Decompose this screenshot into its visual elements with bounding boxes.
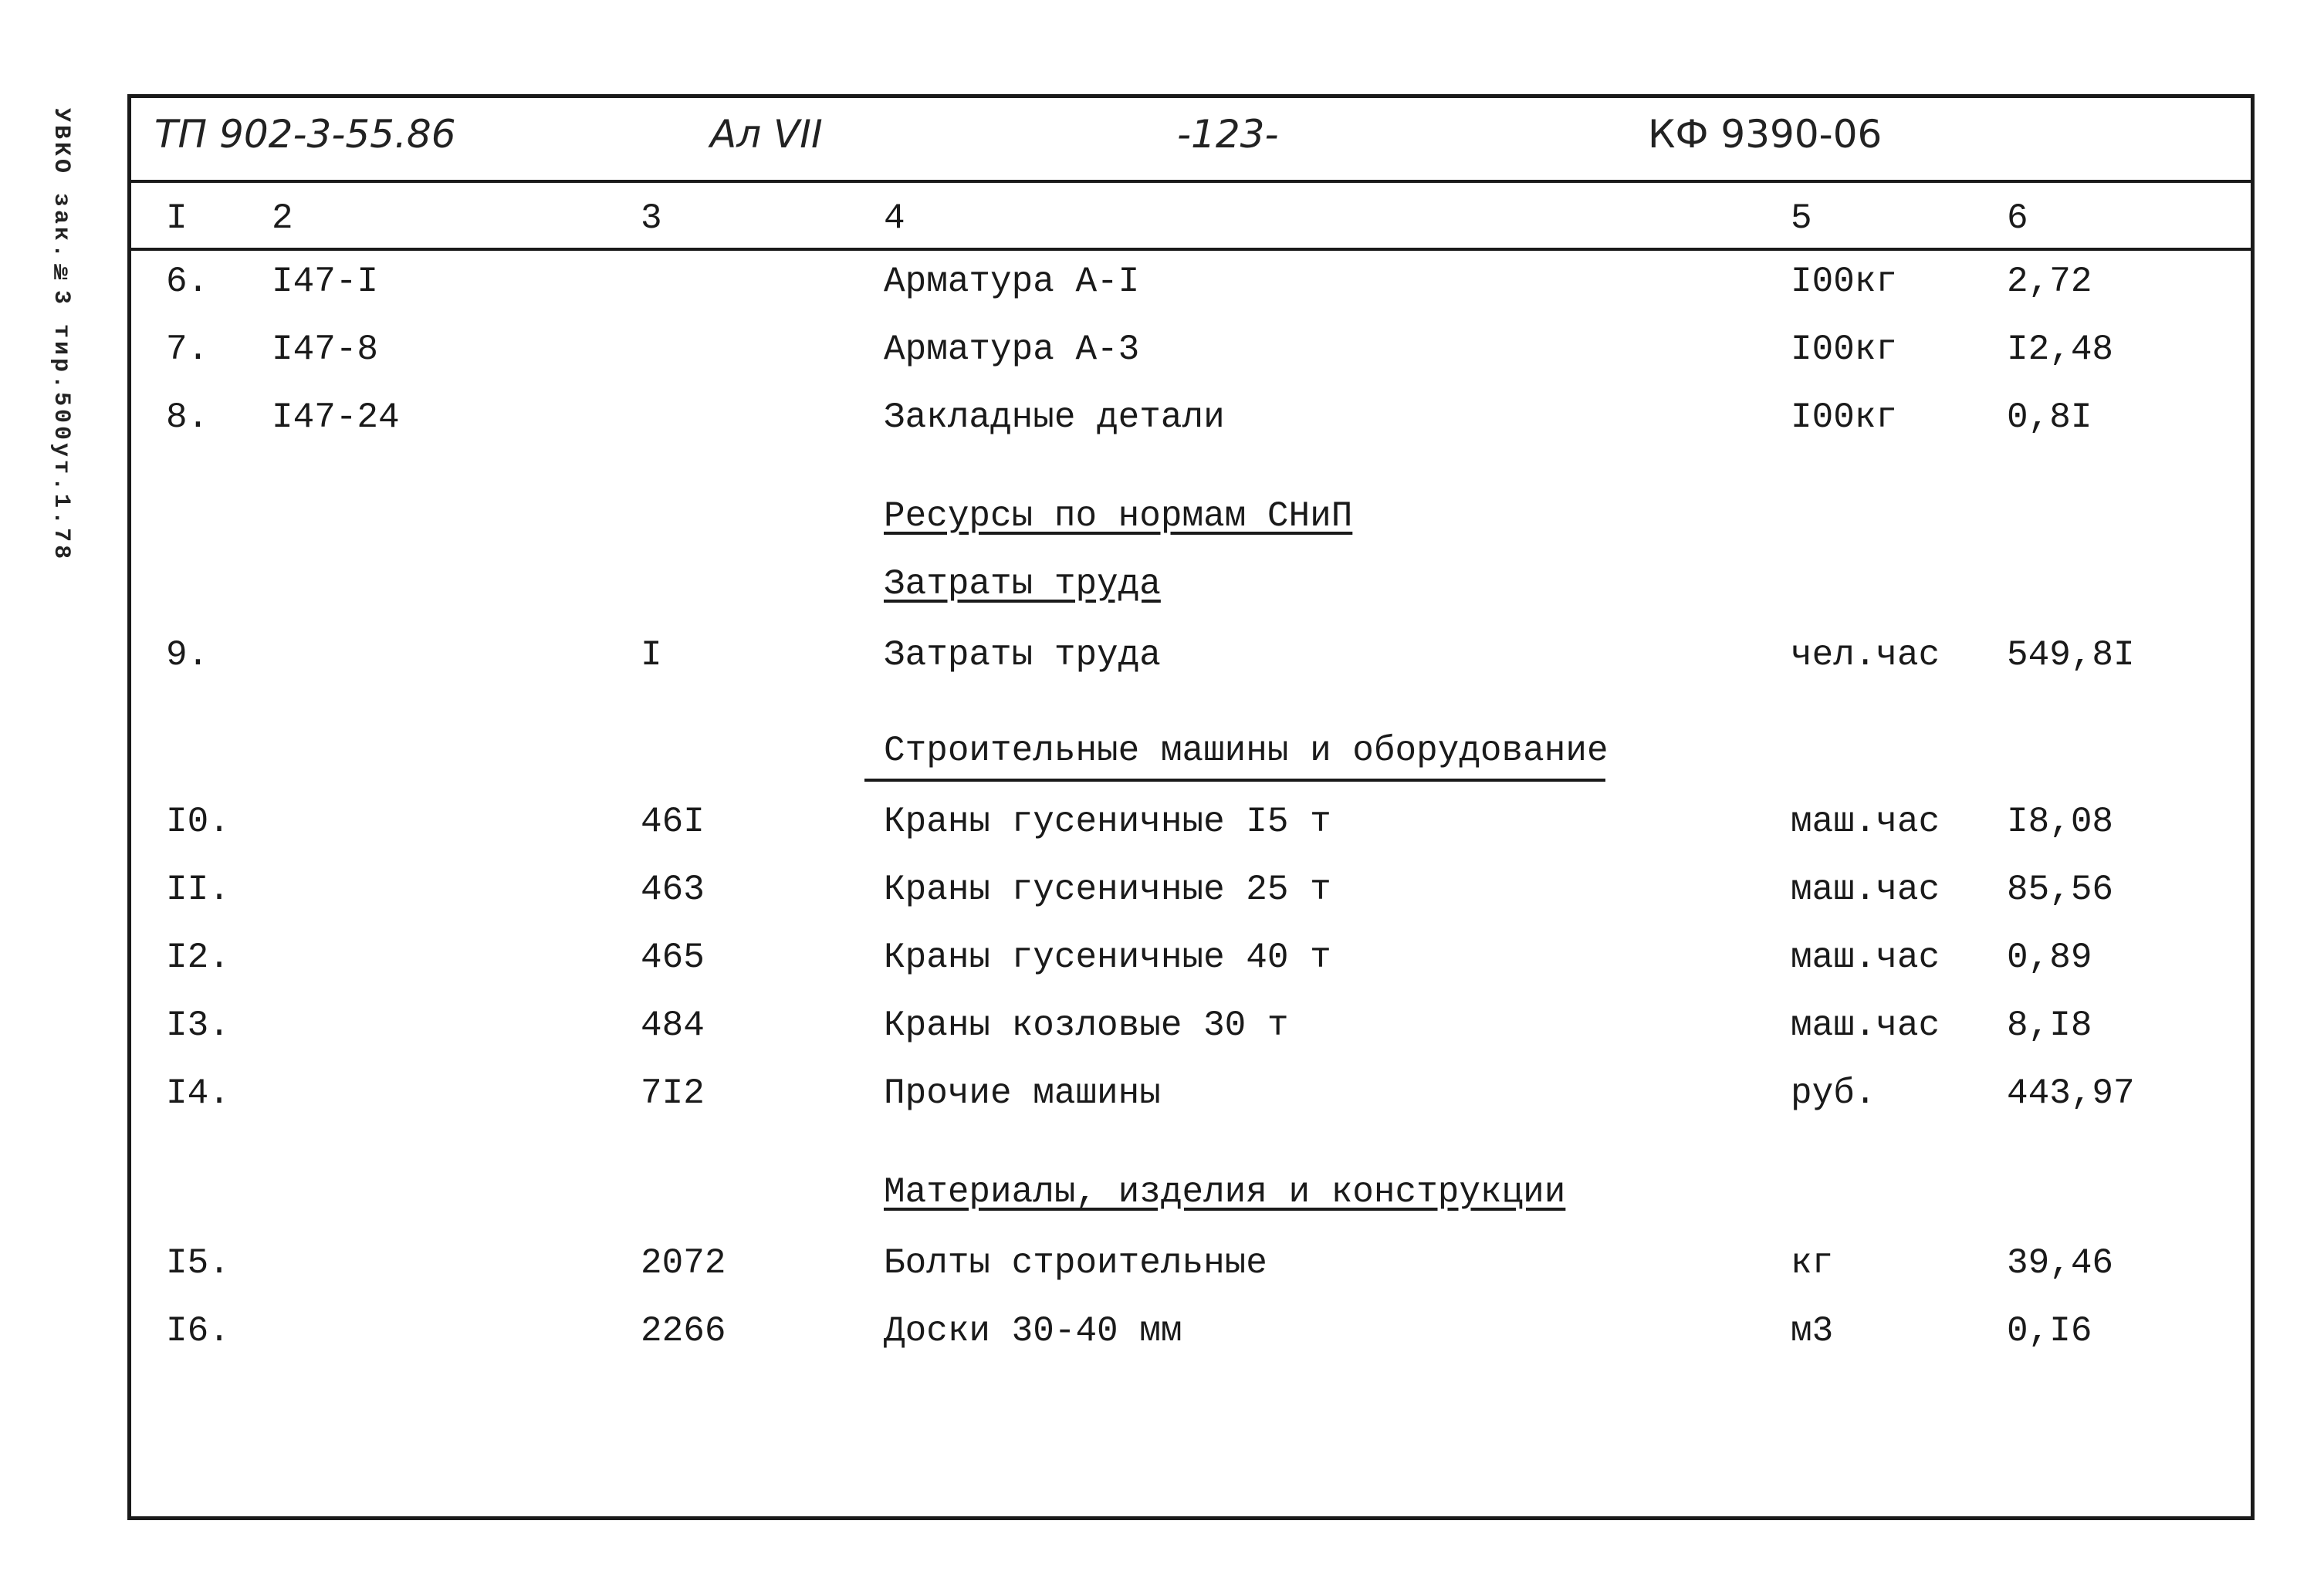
table-row (131, 995, 2251, 1063)
section-heading-machines: Строительные машины и оборудование (884, 731, 1609, 771)
title-block (131, 98, 2251, 183)
item-unit: I00кг (1791, 262, 1898, 302)
column-header: 6 (2007, 198, 2028, 238)
item-unit: I00кг (1791, 397, 1898, 438)
resource-code: I (641, 635, 662, 675)
norm-code: I47-I (272, 262, 379, 302)
table-row (131, 624, 2251, 692)
item-name: Доски 30-40 мм (884, 1311, 1182, 1351)
row-number: 6. (166, 262, 209, 302)
item-value: I2,48 (2007, 329, 2114, 370)
row-number: I3. (166, 1005, 230, 1046)
item-value: 0,89 (2007, 938, 2092, 978)
item-name: Затраты труда (884, 635, 1161, 675)
item-name: Арматура А-I (884, 262, 1140, 302)
document-frame (127, 94, 2255, 1520)
item-unit: чел.час (1791, 635, 1940, 675)
resource-code: 463 (641, 870, 705, 910)
reference-code: КФ 9390-06 (1648, 112, 1883, 157)
item-name: Болты строительные (884, 1243, 1267, 1283)
row-number: II. (166, 870, 230, 910)
item-name: Краны гусеничные 25 т (884, 870, 1331, 910)
resource-code: 46I (641, 802, 705, 842)
item-value: 0,I6 (2007, 1311, 2092, 1351)
row-number: I2. (166, 938, 230, 978)
column-header-row (131, 183, 2251, 251)
item-unit: маш.час (1791, 870, 1940, 910)
section-heading-materials: Материалы, изделия и конструкции (884, 1172, 1566, 1212)
item-name: Закладные детали (884, 397, 1225, 438)
side-print-stamp: УВКО зак.№3 тир.500ут.1.78 (48, 108, 74, 563)
item-unit: маш.час (1791, 802, 1940, 842)
item-name: Арматура А-3 (884, 329, 1140, 370)
item-unit: кг (1791, 1243, 1834, 1283)
row-number: I5. (166, 1243, 230, 1283)
table-row (131, 1063, 2251, 1130)
column-header: 5 (1791, 198, 1812, 238)
table-row (131, 791, 2251, 859)
row-number: 7. (166, 329, 209, 370)
item-name: Краны гусеничные 40 т (884, 938, 1331, 978)
resource-code: 2072 (641, 1243, 726, 1283)
item-value: I8,08 (2007, 802, 2114, 842)
row-number: I4. (166, 1073, 230, 1113)
item-unit: маш.час (1791, 1005, 1940, 1046)
section-underline (864, 779, 1605, 782)
item-value: 2,72 (2007, 262, 2092, 302)
resource-code: 7I2 (641, 1073, 705, 1113)
item-unit: I00кг (1791, 329, 1898, 370)
table-row (131, 387, 2251, 455)
table-body (131, 251, 2251, 1516)
item-value: 39,46 (2007, 1243, 2114, 1283)
norm-code: I47-24 (272, 397, 400, 438)
row-number: I0. (166, 802, 230, 842)
page-number: -123- (1177, 112, 1279, 157)
section-heading-resources: Ресурсы по нормам СНиП (884, 496, 1353, 536)
table-row (131, 927, 2251, 995)
item-value: 549,8I (2007, 635, 2135, 675)
item-unit: руб. (1791, 1073, 1876, 1113)
column-header: I (166, 198, 188, 238)
row-number: 9. (166, 635, 209, 675)
resource-code: 2266 (641, 1311, 726, 1351)
table-row (131, 1232, 2251, 1300)
item-value: 85,56 (2007, 870, 2114, 910)
section-heading-labor: Затраты труда (884, 564, 1161, 604)
column-header: 4 (884, 198, 905, 238)
table-row (131, 1300, 2251, 1368)
project-code: ТП 902-3-55.86 (154, 112, 456, 157)
resource-code: 465 (641, 938, 705, 978)
table-row (131, 251, 2251, 319)
row-number: I6. (166, 1311, 230, 1351)
item-value: 0,8I (2007, 397, 2092, 438)
item-value: 443,97 (2007, 1073, 2135, 1113)
resource-code: 484 (641, 1005, 705, 1046)
item-unit: маш.час (1791, 938, 1940, 978)
item-name: Прочие машины (884, 1073, 1161, 1113)
table-row (131, 319, 2251, 387)
column-header: 2 (272, 198, 293, 238)
item-unit: м3 (1791, 1311, 1834, 1351)
row-number: 8. (166, 397, 209, 438)
item-name: Краны козловые 30 т (884, 1005, 1289, 1046)
column-header: 3 (641, 198, 662, 238)
item-value: 8,I8 (2007, 1005, 2092, 1046)
item-name: Краны гусеничные I5 т (884, 802, 1331, 842)
table-row (131, 859, 2251, 927)
norm-code: I47-8 (272, 329, 379, 370)
album-number: Ал VII (710, 112, 823, 157)
